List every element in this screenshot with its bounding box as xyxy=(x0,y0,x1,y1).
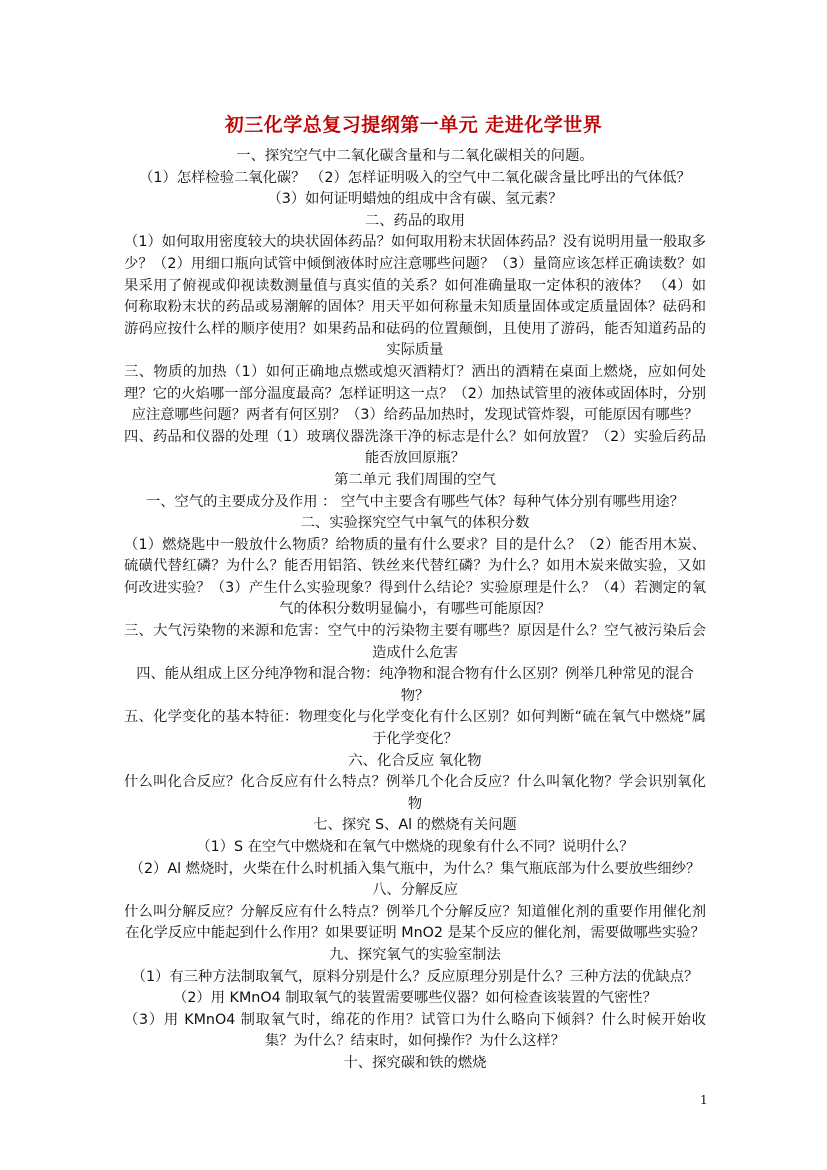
section-heading: 二、实验探究空气中氧气的体积分数 xyxy=(300,515,530,532)
question-line: （1）有三种方法制取氧气，原料分别是什么？反应原理分别是什么？三种方法的优缺点？ xyxy=(131,968,699,985)
unit-heading: 第二单元 我们周围的空气 xyxy=(334,471,496,488)
section-heading: 七、探究 S、Al 的燃烧有关问题 xyxy=(313,817,517,834)
page-number: 1 xyxy=(700,1093,708,1107)
question-line: （2）用 KMnO4 制取氧气的装置需要哪些仪器？如何检查该装置的气密性？ xyxy=(173,990,657,1007)
section-heading: 二、药品的取用 xyxy=(364,212,466,229)
section-heading: 九、探究氧气的实验室制法 xyxy=(329,946,501,963)
question-line: 四、能从组成上区分纯净物和混合物：纯净物和混合物有什么区别？例举几种常见的混合物？ xyxy=(136,666,694,704)
document-body xyxy=(124,146,706,1075)
section-heading: 十、探究碳和铁的燃烧 xyxy=(343,1054,487,1071)
question-line: （1）S 在空气中燃烧和在氧气中燃烧的现象有什么不同？说明什么？ xyxy=(196,839,634,855)
question-line: （3）如何证明蜡烛的组成中含有碳、氢元素？ xyxy=(267,191,563,208)
document-title: 初三化学总复习提纲第一单元 走进化学世界 xyxy=(224,114,603,136)
question-paragraph: （3）用 KMnO4 制取氧气时，绵花的作用？试管口为什么略向下倾斜？什么时候开始收集？为什么？结束时，如何操作？为什么这样？ xyxy=(124,1011,706,1050)
question-line: （2）Al 燃烧时，火柴在什么时机插入集气瓶中，为什么？集气瓶底部为什么要放些细纱？ xyxy=(129,860,701,877)
question-paragraph: 四、药品和仪器的处理（1）玻璃仪器洗涤干净的标志是什么？如何放置？（2）实验后药品能否放回原瓶？ xyxy=(124,428,706,467)
question-line: 一、空气的主要成分及作用 ： 空气中主要含有哪些气体？每种气体分别有哪些用途？ xyxy=(145,493,685,510)
question-paragraph: （1）燃烧匙中一般放什么物质？给物质的量有什么要求？目的是什么？（2）能否用木炭、硫磺代替红磷？为什么？能否用铝箔、铁丝来代替红磷？为什么？如用木炭来做实验，又如何改进实验？（3）产生什么实验现象？得到什么结论？实验原理是什么？（4）若测定的氧气的体积分数明显偏小，有哪些可能原因？ xyxy=(124,536,706,618)
section-heading: 六、化合反应 氧化物 xyxy=(348,752,482,769)
question-paragraph: 三、大气污染物的来源和危害：空气中的污染物主要有哪些？原因是什么？空气被污染后会造成什么危害 xyxy=(124,623,706,661)
section-heading: 一、探究空气中二氧化碳含量和与二氧化碳相关的问题。 xyxy=(236,148,594,164)
question-paragraph: 五、化学变化的基本特征：物理变化与化学变化有什么区别？如何判断“硫在氧气中燃烧”属于化学变化？ xyxy=(124,709,706,748)
question-line: （1）怎样检验二氧化碳？ （2）怎样证明吸入的空气中二氧化碳含量比呼出的气体低？ xyxy=(139,169,691,186)
question-paragraph: 三、物质的加热（1）如何正确地点燃或熄灭酒精灯？洒出的酒精在桌面上燃烧，应如何处理？它的火焰哪一部分温度最高？怎样证明这一点？（2）加热试管里的液体或固体时，分别应注意哪些问题？两者有何区别？（3）给药品加热时，发现试管炸裂，可能原因有哪些？ xyxy=(124,363,706,424)
question-paragraph: 什么叫分解反应？分解反应有什么特点？例举几个分解反应？知道催化剂的重要作用催化剂在化学反应中能起到什么作用？如果要证明 MnO2 是某个反应的催化剂，需要做哪些实验？ xyxy=(124,903,706,942)
question-paragraph: 什么叫化合反应？化合反应有什么特点？例举几个化合反应？什么叫氧化物？学会识别氧化物 xyxy=(124,774,706,812)
question-paragraph: （1）如何取用密度较大的块状固体药品？如何取用粉末状固体药品？没有说明用量一般取多少？（2）用细口瓶向试管中倾倒液体时应注意哪些问题？（3）量筒应该怎样正确读数？如果采用了俯视或仰视读数测量值与真实值的关系？如何准确量取一定体积的液体？ （4）如何称取粉末状的药品或易潮解的固体？用天平如何称量未知质量固体或定质量固体？砝码和游码应按什么样的顺序使用？如果药品和砝码的位置颠倒，且使用了游码，能否知道药品的实际质量 xyxy=(124,234,706,359)
section-heading: 八、分解反应 xyxy=(372,882,458,899)
